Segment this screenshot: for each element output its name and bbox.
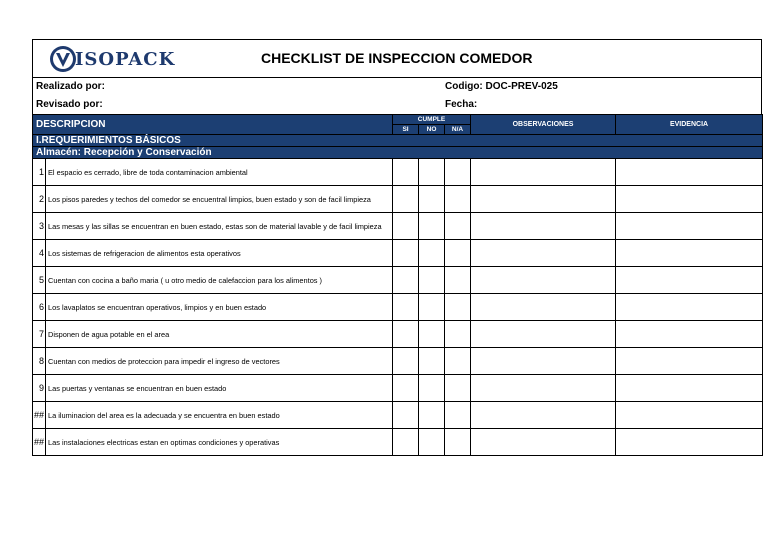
- logo-text: ISOPACK: [75, 48, 176, 70]
- no-cell[interactable]: [419, 402, 445, 429]
- evidencia-cell[interactable]: [616, 375, 763, 402]
- observaciones-cell[interactable]: [471, 213, 616, 240]
- no-cell[interactable]: [419, 213, 445, 240]
- no-cell[interactable]: [419, 348, 445, 375]
- no-cell[interactable]: [419, 267, 445, 294]
- checklist-sheet: [32, 39, 762, 456]
- na-cell[interactable]: [445, 402, 471, 429]
- document-header: [32, 39, 762, 78]
- item-number: 6: [33, 294, 46, 321]
- section-subtitle: Almacén: Recepción y Conservación: [33, 147, 763, 159]
- checklist-table: [32, 114, 763, 456]
- evidencia-cell[interactable]: [616, 429, 763, 456]
- no-cell[interactable]: [419, 186, 445, 213]
- table-row: [33, 375, 763, 402]
- si-cell[interactable]: [393, 375, 419, 402]
- si-cell[interactable]: [393, 402, 419, 429]
- observaciones-cell[interactable]: [471, 159, 616, 186]
- fecha-label: Fecha:: [445, 99, 478, 110]
- na-cell[interactable]: [445, 213, 471, 240]
- item-description: Las puertas y ventanas se encuentran en buen estado: [46, 375, 393, 402]
- item-description: Los lavaplatos se encuentran operativos, limpios y en buen estado: [46, 294, 393, 321]
- evidencia-cell[interactable]: [616, 402, 763, 429]
- table-row: [33, 213, 763, 240]
- observaciones-cell[interactable]: [471, 240, 616, 267]
- no-cell[interactable]: [419, 159, 445, 186]
- company-logo: [49, 45, 175, 73]
- si-cell[interactable]: [393, 294, 419, 321]
- evidencia-cell[interactable]: [616, 213, 763, 240]
- si-cell[interactable]: [393, 186, 419, 213]
- observaciones-cell[interactable]: [471, 186, 616, 213]
- item-number: 1: [33, 159, 46, 186]
- cumple-header: CUMPLE: [393, 115, 471, 125]
- observaciones-cell[interactable]: [471, 402, 616, 429]
- revisado-label: Revisado por:: [36, 99, 103, 110]
- no-cell[interactable]: [419, 294, 445, 321]
- evidencia-cell[interactable]: [616, 348, 763, 375]
- na-cell[interactable]: [445, 159, 471, 186]
- no-header: NO: [419, 125, 445, 135]
- na-cell[interactable]: [445, 321, 471, 348]
- table-row: [33, 186, 763, 213]
- si-cell[interactable]: [393, 429, 419, 456]
- item-number: 4: [33, 240, 46, 267]
- table-row: [33, 294, 763, 321]
- observaciones-header: OBSERVACIONES: [471, 115, 616, 135]
- si-cell[interactable]: [393, 159, 419, 186]
- descripcion-header: DESCRIPCION: [33, 115, 393, 135]
- evidencia-cell[interactable]: [616, 294, 763, 321]
- item-description: Cuentan con medios de proteccion para impedir el ingreso de vectores: [46, 348, 393, 375]
- observaciones-cell[interactable]: [471, 294, 616, 321]
- item-number: 2: [33, 186, 46, 213]
- item-number: 5: [33, 267, 46, 294]
- item-description: La iluminacion del area es la adecuada y se encuentra en buen estado: [46, 402, 393, 429]
- table-row: [33, 429, 763, 456]
- item-number: 8: [33, 348, 46, 375]
- table-row: [33, 240, 763, 267]
- observaciones-cell[interactable]: [471, 267, 616, 294]
- na-header: N/A: [445, 125, 471, 135]
- si-cell[interactable]: [393, 348, 419, 375]
- item-number: 9: [33, 375, 46, 402]
- table-row: [33, 348, 763, 375]
- item-description: Los pisos paredes y techos del comedor se encuentral limpios, buen estado y son de facil limpieza: [46, 186, 393, 213]
- observaciones-cell[interactable]: [471, 375, 616, 402]
- na-cell[interactable]: [445, 267, 471, 294]
- evidencia-cell[interactable]: [616, 159, 763, 186]
- si-cell[interactable]: [393, 213, 419, 240]
- meta-row-1: [32, 78, 762, 96]
- si-header: SI: [393, 125, 419, 135]
- realizado-label: Realizado por:: [36, 81, 105, 92]
- no-cell[interactable]: [419, 240, 445, 267]
- si-cell[interactable]: [393, 321, 419, 348]
- na-cell[interactable]: [445, 294, 471, 321]
- si-cell[interactable]: [393, 240, 419, 267]
- item-description: Disponen de agua potable en el area: [46, 321, 393, 348]
- section-title-row: [33, 135, 763, 147]
- no-cell[interactable]: [419, 375, 445, 402]
- na-cell[interactable]: [445, 240, 471, 267]
- evidencia-cell[interactable]: [616, 186, 763, 213]
- page-title: CHECKLIST DE INSPECCION COMEDOR: [261, 50, 533, 66]
- checklist-items: [33, 159, 763, 456]
- observaciones-cell[interactable]: [471, 429, 616, 456]
- no-cell[interactable]: [419, 321, 445, 348]
- meta-row-2: [32, 96, 762, 114]
- table-header-row: [33, 115, 763, 125]
- table-row: [33, 267, 763, 294]
- table-row: [33, 402, 763, 429]
- section-subtitle-row: [33, 147, 763, 159]
- item-number: 7: [33, 321, 46, 348]
- evidencia-cell[interactable]: [616, 240, 763, 267]
- na-cell[interactable]: [445, 429, 471, 456]
- item-number: ##: [33, 402, 46, 429]
- item-description: Las instalaciones electricas estan en optimas condiciones y operativas: [46, 429, 393, 456]
- section-title: I.REQUERIMIENTOS BÁSICOS: [33, 135, 763, 147]
- item-number: ##: [33, 429, 46, 456]
- observaciones-cell[interactable]: [471, 348, 616, 375]
- logo-emblem-icon: [49, 45, 77, 73]
- codigo-label: Codigo: DOC-PREV-025: [445, 81, 558, 92]
- evidencia-cell[interactable]: [616, 321, 763, 348]
- item-description: Los sistemas de refrigeracion de alimentos esta operativos: [46, 240, 393, 267]
- item-number: 3: [33, 213, 46, 240]
- evidencia-cell[interactable]: [616, 267, 763, 294]
- na-cell[interactable]: [445, 375, 471, 402]
- table-row: [33, 159, 763, 186]
- observaciones-cell[interactable]: [471, 321, 616, 348]
- no-cell[interactable]: [419, 429, 445, 456]
- item-description: Las mesas y las sillas se encuentran en buen estado, estas son de material lavable y de facil limpieza: [46, 213, 393, 240]
- table-row: [33, 321, 763, 348]
- na-cell[interactable]: [445, 186, 471, 213]
- item-description: El espacio es cerrado, libre de toda contaminacion ambiental: [46, 159, 393, 186]
- item-description: Cuentan con cocina a baño maria ( u otro medio de calefaccion para los alimentos ): [46, 267, 393, 294]
- evidencia-header: EVIDENCIA: [616, 115, 763, 135]
- na-cell[interactable]: [445, 348, 471, 375]
- si-cell[interactable]: [393, 267, 419, 294]
